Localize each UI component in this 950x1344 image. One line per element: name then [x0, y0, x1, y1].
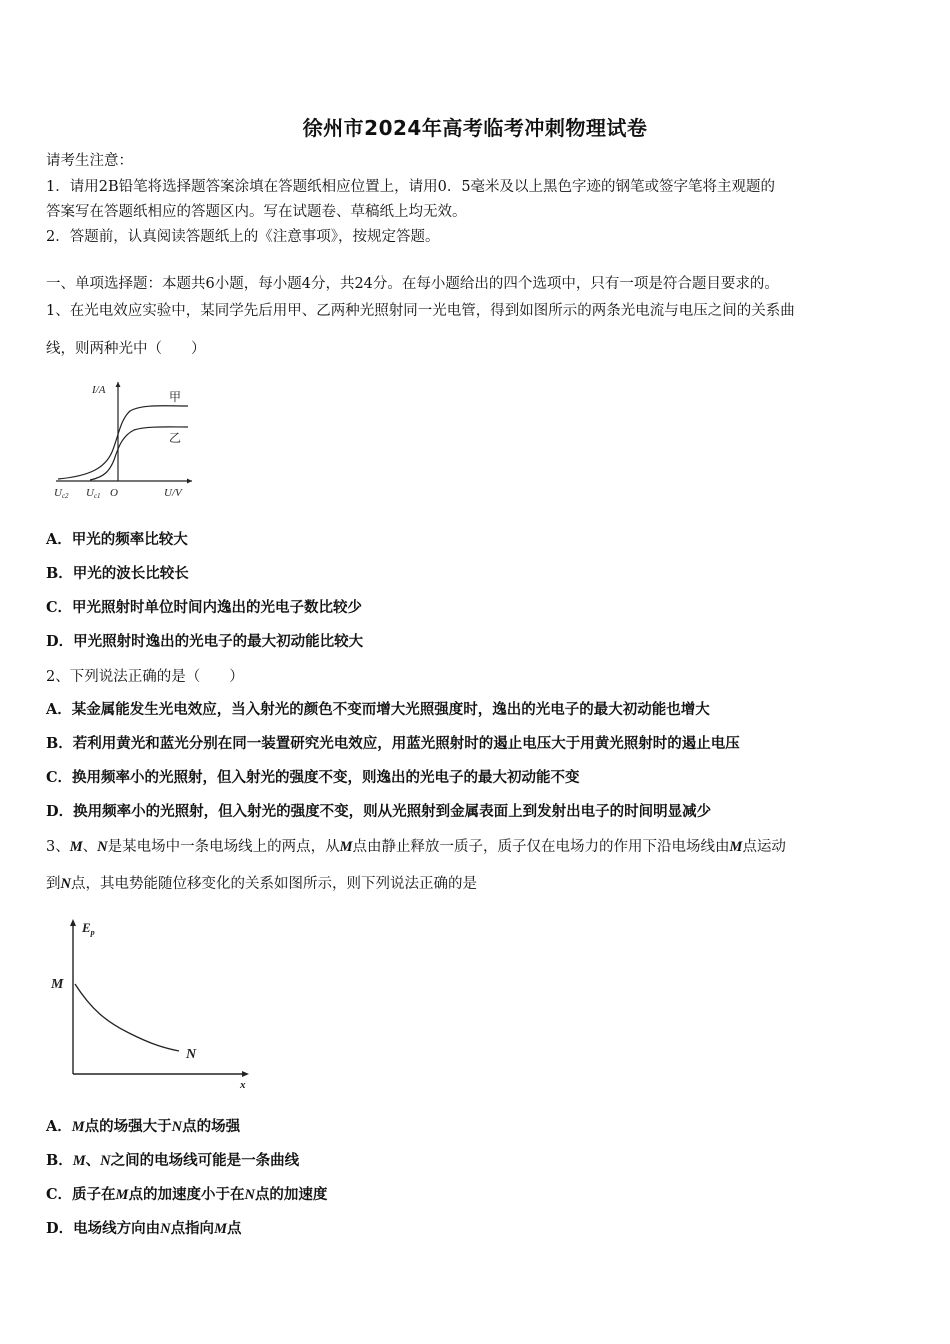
q3-x-label: x: [240, 1079, 246, 1091]
q2-option-c: C．换用频率小的光照射，但入射光的强度不变，则逸出的光电子的最大初动能不变: [46, 769, 580, 786]
notice-item-1-line-1: 1．请用2B铅笔将选择题答案涂填在答题纸相应位置上，请用0．5毫米及以上黑色字迹的钢笔或签字笔将主观题的: [46, 179, 776, 195]
notice-item-2: 2．答题前，认真阅读答题纸上的《注意事项》，按规定答题。: [46, 229, 440, 245]
q3-option-d: D．电场线方向由N点指向M点: [46, 1220, 242, 1237]
page-title: 徐州市2024年高考临考冲刺物理试卷: [302, 116, 648, 140]
q1-option-c: C．甲光照射时单位时间内逸出的光电子数比较少: [46, 599, 363, 616]
q2-option-d: D．换用频率小的光照射，但入射光的强度不变，则从光照射到金属表面上到发射出电子的时间明显减少: [46, 803, 712, 820]
q2-option-b: B．若利用黄光和蓝光分别在同一装置研究光电效应，用蓝光照射时的遏止电压大于用黄光照射时的遏止电压: [46, 735, 740, 752]
q2-stem: 2、下列说法正确的是（ ）: [46, 669, 244, 685]
q3-x-arrow: [242, 1071, 249, 1077]
q3-option-b: B．M、N之间的电场线可能是一条曲线: [46, 1152, 300, 1169]
q1-x-label: U/V: [164, 487, 182, 499]
notice-item-1-line-2: 答案写在答题纸相应的答题区内。写在试题卷、草稿纸上均无效。: [46, 204, 467, 220]
notice-heading: 请考生注意：: [46, 153, 133, 169]
q1-option-b: B．甲光的波长比较长: [46, 565, 189, 582]
q2-option-a: A．某金属能发生光电效应，当入射光的颜色不变而增大光照强度时，逸出的光电子的最大初动能也增大: [46, 701, 710, 718]
q1-curve-yi-label: 乙: [169, 431, 182, 445]
q3-point-n: N: [186, 1047, 197, 1062]
q3-potential-energy-figure: [46, 914, 256, 1092]
q3-stem-line-2: 到N点，其电势能随位移变化的关系如图所示，则下列说法正确的是: [46, 876, 477, 892]
q1-iv-curve-figure: [50, 376, 200, 502]
q3-y-label: $E_p$: [82, 920, 95, 937]
q1-origin-label: O: [110, 487, 118, 499]
q3-stem-line-1: 3、M、N是某电场中一条电场线上的两点，从M点由静止释放一质子，质子仅在电场力的作用下沿电场线由M点运动: [46, 839, 786, 855]
q3-curve: [75, 984, 179, 1051]
q3-option-a: A．M点的场强大于N点的场强: [46, 1118, 241, 1135]
q3-y-arrow: [70, 919, 76, 926]
q1-curve-jia-label: 甲: [169, 390, 182, 404]
q1-y-label: I/A: [92, 384, 106, 396]
q1-option-d: D．甲光照射时逸出的光电子的最大初动能比较大: [46, 633, 364, 650]
q1-x-arrow: [187, 479, 192, 484]
q1-y-arrow: [116, 382, 121, 387]
q1-option-a: A．甲光的频率比较大: [46, 531, 188, 548]
q1-tick-uc1: Uc1: [86, 487, 101, 500]
q3-point-m: M: [51, 977, 64, 992]
q1-tick-uc2: Uc2: [54, 487, 69, 500]
q3-option-c: C．质子在M点的加速度小于在N点的加速度: [46, 1186, 328, 1203]
q1-stem-line-1: 1、在光电效应实验中，某同学先后用甲、乙两种光照射同一光电管，得到如图所示的两条光电流与电压之间的关系曲: [46, 303, 795, 319]
section-heading: 一、单项选择题：本题共6小题，每小题4分，共24分。在每小题给出的四个选项中，只有一项是符合题目要求的。: [46, 276, 779, 292]
q1-stem-line-2: 线，则两种光中（ ）: [46, 341, 206, 357]
